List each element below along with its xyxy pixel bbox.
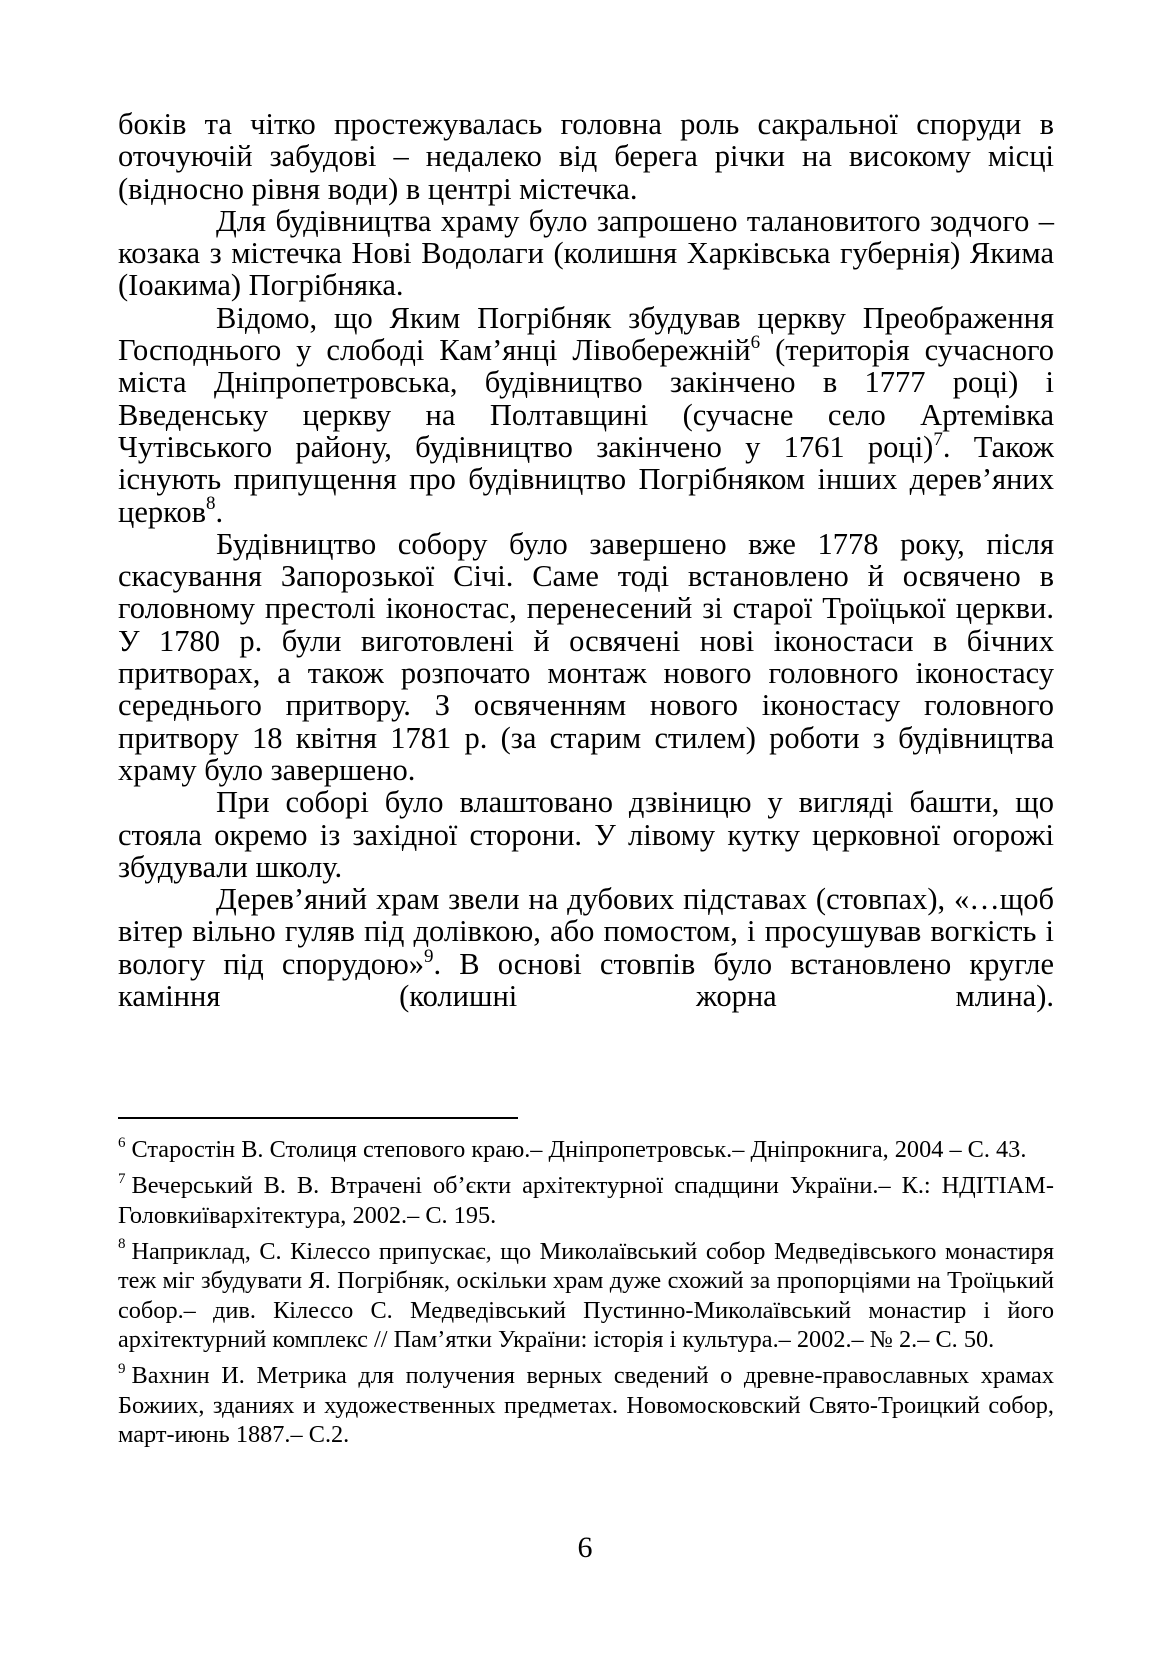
footnote-reference[interactable]: 7 [933,428,943,450]
main-text [118,108,1054,1012]
footnote-number: 7 [118,1170,126,1187]
footnote-number: 6 [118,1134,126,1151]
footnote-separator [118,1117,518,1119]
footnote [118,1135,1054,1165]
paragraph: Для будівництва храму було запрошено талановитого зодчого – козака з містечка Нові Водолаги (колишня Харківська губернія) Якима (Іоакима) Погрібняка. [118,203,1054,303]
footnote-text: Старостін В. Столиця степового краю.– Дніпропетровськ.– Дніпрокнига, 2004 – С. 43. [131,1136,1027,1163]
paragraph: Будівництво собору було завершено вже 1778 року, після скасування Запорозької Січі. Саме тоді встановлено й освячено в головному престолі іконостас, перенесений зі старої Троїцької церкви. У 1780 р. були виготовлені й освячені нові іконостаси в бічних притворах, а також розпочато монтаж нового головного іконостасу середнього притвору. З освяченням нового іконостасу головного притвору 18 квітня 1781 р. (за старим стилем) роботи з будівництва храму було завершено. [118,526,1054,787]
footnote-text: Вечерський В. В. Втрачені об’єкти архітектурної спадщини України.– К.: НДІТІАМ-Головкиївархітектура, 2002.– С. 195. [118,1172,1054,1229]
paragraph: При соборі було влаштовано дзвіницю у вигляді башти, що стояла окремо із західної сторони. У лівому кутку церковної огорожі збудували школу. [118,785,1054,884]
paragraph-text: (територія сучасного міста Дніпропетровська, будівництво закінчено в 1777 році) і Введенську церкву на Полтавщині (сучасне село Артемівка Чутівського району, будівництво закінчено у 1761 році) [118,333,1054,464]
footnote-reference[interactable]: 9 [424,945,434,967]
paragraph: боків та чітко простежувалась головна роль сакральної споруди в оточуючій забудові – недалеко від берега річки на високому місці (відносно рівня води) в центрі містечка. [118,107,1054,206]
page-number: 6 [577,1531,593,1564]
footnote-text: Наприклад, С. Кілессо припускає, що Миколаївський собор Медведівського монастиря теж міг збудувати Я. Погрібняк, оскільки храм дуже схожий за пропорціями на Троїцький собор.– див. Кілессо С. Медведівський Пустинно-Миколаївський монастир і його архітектурний комплекс // Пам’ятки України: історія і культура.– 2002.– № 2.– С. 50. [118,1237,1054,1353]
paragraph-text: . В основі стовпів було встановлено кругле каміння (колишні жорна млина). [118,946,1054,1014]
footnotes [118,1135,1054,1456]
footnote-reference[interactable]: 6 [750,331,761,353]
footnote [118,1361,1054,1450]
footnote-text: Вахнин И. Метрика для получения верных сведений о древне-православных храмах Божиих, зданиях и художественных предметах. Новомосковский Свято-Троицкий собор, март-июнь 1887.– С.2. [118,1362,1054,1448]
paragraph-text: Відомо, що Яким Погрібняк збудував церкву Преображення Господнього у слободі Кам’янці Лівобережній [118,300,1054,368]
footnote-number: 9 [118,1360,126,1377]
footnote-number: 8 [118,1236,126,1253]
footnote [118,1237,1054,1355]
paragraph [118,302,1054,528]
paragraph-text: . [215,494,224,529]
footnote [118,1171,1054,1230]
paragraph-text: . Також існують припущення про будівництво Погрібняком інших дерев’яних церков [118,429,1054,529]
paragraph-text: Дерев’яний храм звели на дубових підставах (стовпах), «…щоб вітер вільно гуляв під долівкою, або помостом, і просушував вогкість і вологу під спорудою» [118,882,1054,981]
footnote-reference[interactable]: 8 [206,493,216,515]
paragraph [118,883,1054,1012]
